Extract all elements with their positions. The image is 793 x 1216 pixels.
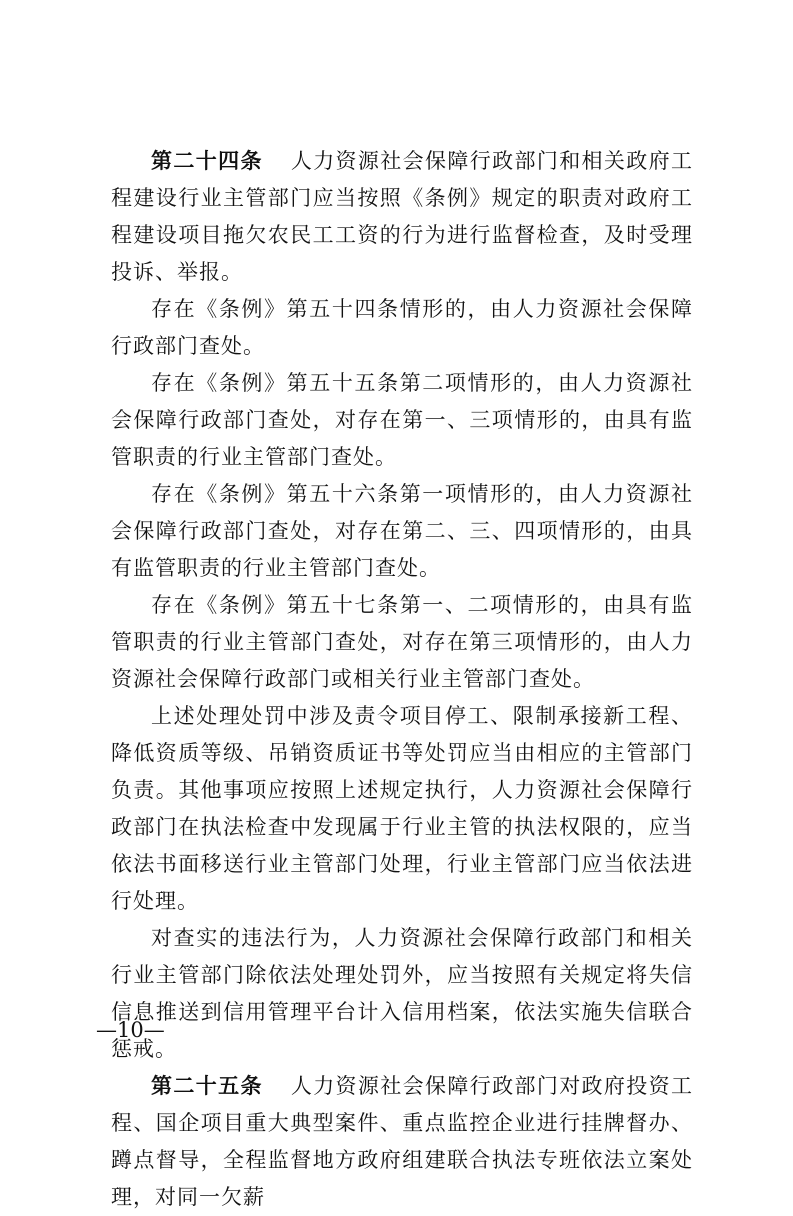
paragraph-text: 存在《条例》第五十四条情形的，由人力资源社会保障行政部门查处。 bbox=[111, 297, 693, 358]
article-heading: 第二十五条 bbox=[151, 1074, 263, 1098]
paragraph bbox=[111, 476, 693, 587]
document-body bbox=[111, 143, 693, 1216]
paragraph bbox=[111, 698, 693, 920]
article-heading: 第二十四条 bbox=[151, 149, 263, 173]
paragraph-text: 存在《条例》第五十七条第一、二项情形的，由具有监管职责的行业主管部门查处，对存在第三项情形的，由人力资源社会保障行政部门或相关行业主管部门查处。 bbox=[111, 593, 693, 691]
page-number: —10— bbox=[96, 1018, 165, 1042]
paragraph bbox=[111, 920, 693, 1068]
paragraph bbox=[111, 365, 693, 476]
paragraph-text: 人力资源社会保障行政部门和相关政府工程建设行业主管部门应当按照《条例》规定的职责对政府工程建设项目拖欠农民工工资的行为进行监督检查，及时受理投诉、举报。 bbox=[111, 149, 694, 284]
paragraph bbox=[111, 291, 693, 365]
paragraph-article-25 bbox=[111, 1068, 693, 1216]
paragraph-text: 上述处理处罚中涉及责令项目停工、限制承接新工程、降低资质等级、吊销资质证书等处罚应当由相应的主管部门负责。其他事项应按照上述规定执行，人力资源社会保障行政部门在执法检查中发现属于行业主管的执法权限的，应当依法书面移送行业主管部门处理，行业主管部门应当依法进行处理。 bbox=[111, 704, 693, 913]
paragraph bbox=[111, 587, 693, 698]
paragraph-text: 人力资源社会保障行政部门对政府投资工程、国企项目重大典型案件、重点监控企业进行挂牌督办、蹲点督导，全程监督地方政府组建联合执法专班依法立案处理，对同一欠薪 bbox=[111, 1074, 694, 1209]
paragraph-text: 对查实的违法行为，人力资源社会保障行政部门和相关行业主管部门除依法处理处罚外，应当按照有关规定将失信信息推送到信用管理平台计入信用档案，依法实施失信联合惩戒。 bbox=[111, 926, 693, 1061]
paragraph-text: 存在《条例》第五十五条第二项情形的，由人力资源社会保障行政部门查处，对存在第一、三项情形的，由具有监管职责的行业主管部门查处。 bbox=[111, 371, 693, 469]
paragraph-article-24 bbox=[111, 143, 693, 291]
paragraph-text: 存在《条例》第五十六条第一项情形的，由人力资源社会保障行政部门查处，对存在第二、三、四项情形的，由具有监管职责的行业主管部门查处。 bbox=[111, 482, 693, 580]
